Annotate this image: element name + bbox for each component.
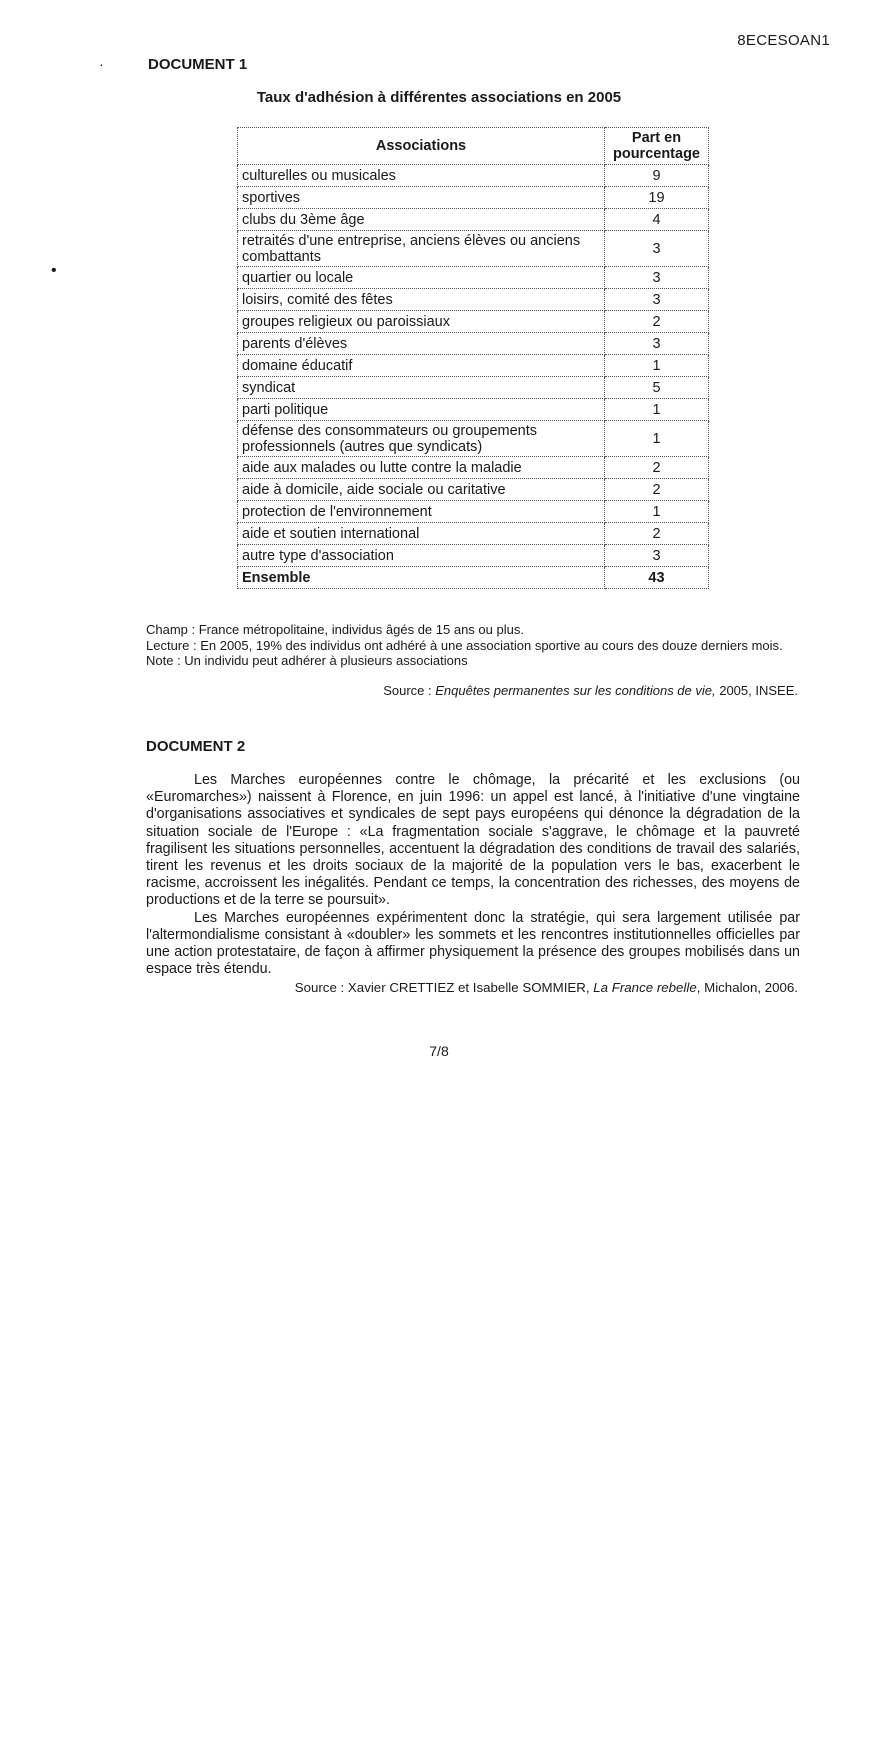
page-number: 7/8 — [429, 1043, 449, 1059]
association-percentage: 1 — [605, 399, 709, 421]
association-name: retraités d'une entreprise, anciens élèves ou anciens combattants — [238, 231, 605, 267]
association-percentage: 2 — [605, 523, 709, 545]
source-prefix: Source : — [383, 683, 436, 698]
table-row — [238, 187, 709, 209]
association-name: sportives — [238, 187, 605, 209]
association-name: aide et soutien international — [238, 523, 605, 545]
document2-body — [146, 772, 800, 978]
association-percentage: 5 — [605, 377, 709, 399]
table-row — [238, 399, 709, 421]
association-name: clubs du 3ème âge — [238, 209, 605, 231]
association-name: domaine éducatif — [238, 355, 605, 377]
association-percentage: 2 — [605, 311, 709, 333]
source-title: Enquêtes permanentes sur les conditions de vie, — [435, 683, 716, 698]
association-percentage: 1 — [605, 501, 709, 523]
table-row — [238, 209, 709, 231]
paragraph: Les Marches européennes contre le chômage, la précarité et les exclusions (ou «Euromarches») naissent à Florence, en juin 1996: un appel est lancé, à l'initiative d'une vingtaine d'organisations associatives et syndicales de sept pays européens qui dénonce la dégradation de la situation sociale de l'Europe : «La fragmentation sociale s'aggrave, le chômage et la pauvreté fragilisent les situations personnelles, accentuent la dégradation des conditions de travail des salariés, tirent les revenus et les droits sociaux de la majorité de la population vers le bas, exacerbent le racisme, accroissent les inégalités. Pendant ce temps, la concentration des richesses, des moyens de productions et de la terre se poursuit». — [146, 772, 800, 909]
source-suffix: , Michalon, 2006. — [696, 980, 798, 995]
table-body — [238, 165, 709, 567]
paragraph: Les Marches européennes expérimentent donc la stratégie, qui sera largement utilisée par l'altermondialisme consistant à «doubler» les sommets et les rencontres institutionnelles officielles par une action protestataire, de façon à affirmer physiquement la présence des groupes mobilisés dans un espace très étendu. — [146, 909, 800, 978]
association-name: parents d'élèves — [238, 333, 605, 355]
table-row — [238, 333, 709, 355]
source-title: La France rebelle — [593, 980, 697, 995]
note-text: Note : Un individu peut adhérer à plusieurs associations — [146, 653, 468, 668]
champ-note: Champ : France métropolitaine, individus âgés de 15 ans ou plus. — [146, 622, 524, 637]
association-percentage: 2 — [605, 479, 709, 501]
table-row — [238, 289, 709, 311]
table-row — [238, 267, 709, 289]
document-code: 8ECESOAN1 — [737, 32, 830, 49]
association-percentage: 3 — [605, 231, 709, 267]
source-suffix: 2005, INSEE. — [715, 683, 798, 698]
association-percentage: 3 — [605, 267, 709, 289]
association-name: protection de l'environnement — [238, 501, 605, 523]
association-name: quartier ou locale — [238, 267, 605, 289]
column-header-associations: Associations — [238, 128, 605, 165]
scan-mark: · — [99, 56, 104, 72]
table-row — [238, 421, 709, 457]
association-name: loisirs, comité des fêtes — [238, 289, 605, 311]
association-percentage: 1 — [605, 421, 709, 457]
column-header-percentage: Part en pourcentage — [605, 128, 709, 165]
association-name: culturelles ou musicales — [238, 165, 605, 187]
table-row — [238, 523, 709, 545]
table-row-total — [238, 567, 709, 589]
table-notes — [146, 622, 806, 669]
association-percentage: 3 — [605, 289, 709, 311]
table-row — [238, 377, 709, 399]
association-name: aide à domicile, aide sociale ou caritative — [238, 479, 605, 501]
document2-source — [295, 980, 798, 995]
lecture-note: Lecture : En 2005, 19% des individus ont adhéré à une association sportive au cours des douze derniers mois. — [146, 637, 783, 653]
association-name: autre type d'association — [238, 545, 605, 567]
association-percentage: 3 — [605, 333, 709, 355]
total-value: 43 — [605, 567, 709, 589]
table-row — [238, 355, 709, 377]
association-percentage: 9 — [605, 165, 709, 187]
association-name: syndicat — [238, 377, 605, 399]
table-row — [238, 311, 709, 333]
table-row — [238, 165, 709, 187]
table-row — [238, 479, 709, 501]
total-label: Ensemble — [238, 567, 605, 589]
association-percentage: 19 — [605, 187, 709, 209]
association-name: parti politique — [238, 399, 605, 421]
table-title: Taux d'adhésion à différentes associations en 2005 — [256, 89, 622, 106]
association-name: défense des consommateurs ou groupements professionnels (autres que syndicats) — [238, 421, 605, 457]
source-prefix: Source : Xavier CRETTIEZ et Isabelle SOMMIER, — [294, 980, 594, 995]
association-percentage: 2 — [605, 457, 709, 479]
association-percentage: 4 — [605, 209, 709, 231]
table-row — [238, 545, 709, 567]
document1-source — [383, 683, 798, 698]
table-row — [238, 501, 709, 523]
table-row — [238, 457, 709, 479]
association-name: groupes religieux ou paroissiaux — [238, 311, 605, 333]
associations-table — [237, 127, 709, 589]
association-percentage: 1 — [605, 355, 709, 377]
document2-label: DOCUMENT 2 — [146, 738, 246, 755]
association-name: aide aux malades ou lutte contre la maladie — [238, 457, 605, 479]
document1-label: DOCUMENT 1 — [148, 56, 248, 73]
association-percentage: 3 — [605, 545, 709, 567]
scan-mark: • — [51, 262, 57, 279]
table-row — [238, 231, 709, 267]
